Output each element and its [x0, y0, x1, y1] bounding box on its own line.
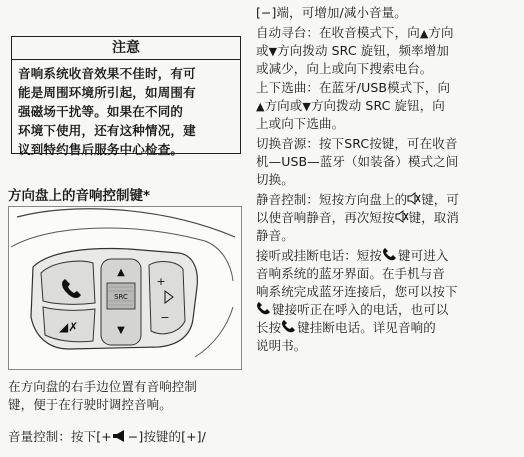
- text-span: 方向拨动 SRC 旋钮，向: [310, 98, 445, 113]
- text-span: 以使音响静音，再次短按: [256, 210, 395, 225]
- text-span: 静音控制：短按方向盘上的: [256, 192, 408, 207]
- plus-label: +: [156, 275, 166, 288]
- text-span: 键，取消: [408, 210, 460, 225]
- notice-line: 强磁场干扰等。如果在不同的: [18, 104, 184, 119]
- down-triangle-icon: ▼: [268, 45, 278, 58]
- up-arrow-label: ▲: [117, 267, 125, 278]
- text-span: 键挂断电话。详见音响的: [297, 320, 436, 335]
- text-span: 长按: [256, 320, 282, 335]
- down-triangle-icon: ▼: [302, 100, 311, 113]
- text-span: 自动寻台：在收音模式下，向: [256, 25, 420, 40]
- text-line: 机—USB—蓝牙（如装备）模式之间: [256, 154, 459, 169]
- text-span: 键，可: [421, 192, 460, 207]
- text-span: 方向: [428, 25, 454, 40]
- text-line: [256, 209, 518, 228]
- up-triangle-icon: ▲: [419, 27, 429, 40]
- text-line: 上或向下选曲。: [256, 116, 345, 131]
- minus-label: −: [160, 311, 170, 324]
- notice-line: 音响系统收音效果不佳时，有可: [18, 66, 196, 81]
- intro-line: 键，便于在行驶时调控音响。: [8, 397, 172, 412]
- text-line: 静音。: [256, 228, 294, 243]
- text-line: 切换。: [256, 172, 294, 187]
- phone-icon: [256, 301, 272, 320]
- text-line: [256, 191, 518, 210]
- text-line: 或减少，向上或向下搜索电台。: [256, 61, 433, 76]
- mute-icon: [407, 192, 421, 210]
- notice-line: 议到特约售后服务中心检查。: [18, 142, 184, 157]
- text-line: 上下选曲：在蓝牙/USB模式下，向: [256, 80, 451, 95]
- text-line: 切换音源：按下SRC按键，可在收音: [256, 136, 458, 151]
- notice-box: [11, 36, 241, 157]
- mute-icon: [59, 320, 78, 334]
- text-line: [256, 24, 518, 43]
- text-span: 方向拨动 SRC 旋钮，频率增加: [277, 43, 449, 58]
- phone-icon: [382, 247, 398, 266]
- intro-line: 在方向盘的右手边位置有音响控制: [8, 379, 198, 394]
- mute-icon: [395, 210, 409, 228]
- notice-body: [12, 60, 240, 159]
- steering-wheel-figure: [8, 206, 242, 370]
- section-heading: 方向盘上的音响控制键*: [8, 188, 151, 204]
- text-span: 键接听正在呼入的电话，也可以: [272, 302, 449, 317]
- notice-title: 注意: [12, 37, 240, 60]
- text-line: 说明书。: [256, 338, 307, 353]
- notice-line: 环境下使用，还有这种情况，建: [18, 123, 196, 138]
- speaker-icon: [112, 429, 128, 447]
- down-arrow-label: ▼: [117, 325, 125, 336]
- text-line: [−]端，可增加/减小音量。: [256, 5, 407, 20]
- text-line: 响系统完成蓝牙连接后，您可以按下: [256, 284, 458, 299]
- text-span: 键可进入: [398, 248, 449, 263]
- text-line: [256, 42, 518, 61]
- intro-paragraph: [8, 378, 240, 414]
- left-column: [8, 0, 240, 457]
- text-line: [256, 301, 518, 320]
- svg-text:◢✗: ◢✗: [59, 320, 79, 334]
- volume-paragraph: [8, 428, 248, 447]
- volume-prefix: 音量控制：按下[+: [8, 429, 112, 444]
- steering-wheel-illustration: [9, 207, 241, 369]
- up-triangle-icon: ▲: [256, 100, 265, 113]
- notice-line: 能是周围环境所引起，如周围有: [18, 85, 196, 100]
- text-line: [256, 247, 518, 266]
- text-span: 方向或: [264, 98, 303, 113]
- text-line: [256, 97, 518, 116]
- src-label: SRC: [114, 293, 128, 301]
- text-span: 或: [256, 43, 269, 58]
- phone-icon: [281, 319, 297, 338]
- right-column: [256, 0, 518, 457]
- volume-suffix: −]按键的[+]/: [127, 429, 206, 444]
- text-span: 接听或挂断电话：短按: [256, 248, 383, 263]
- text-line: [256, 319, 518, 338]
- text-line: 音响系统的蓝牙界面。在手机与音: [256, 266, 446, 281]
